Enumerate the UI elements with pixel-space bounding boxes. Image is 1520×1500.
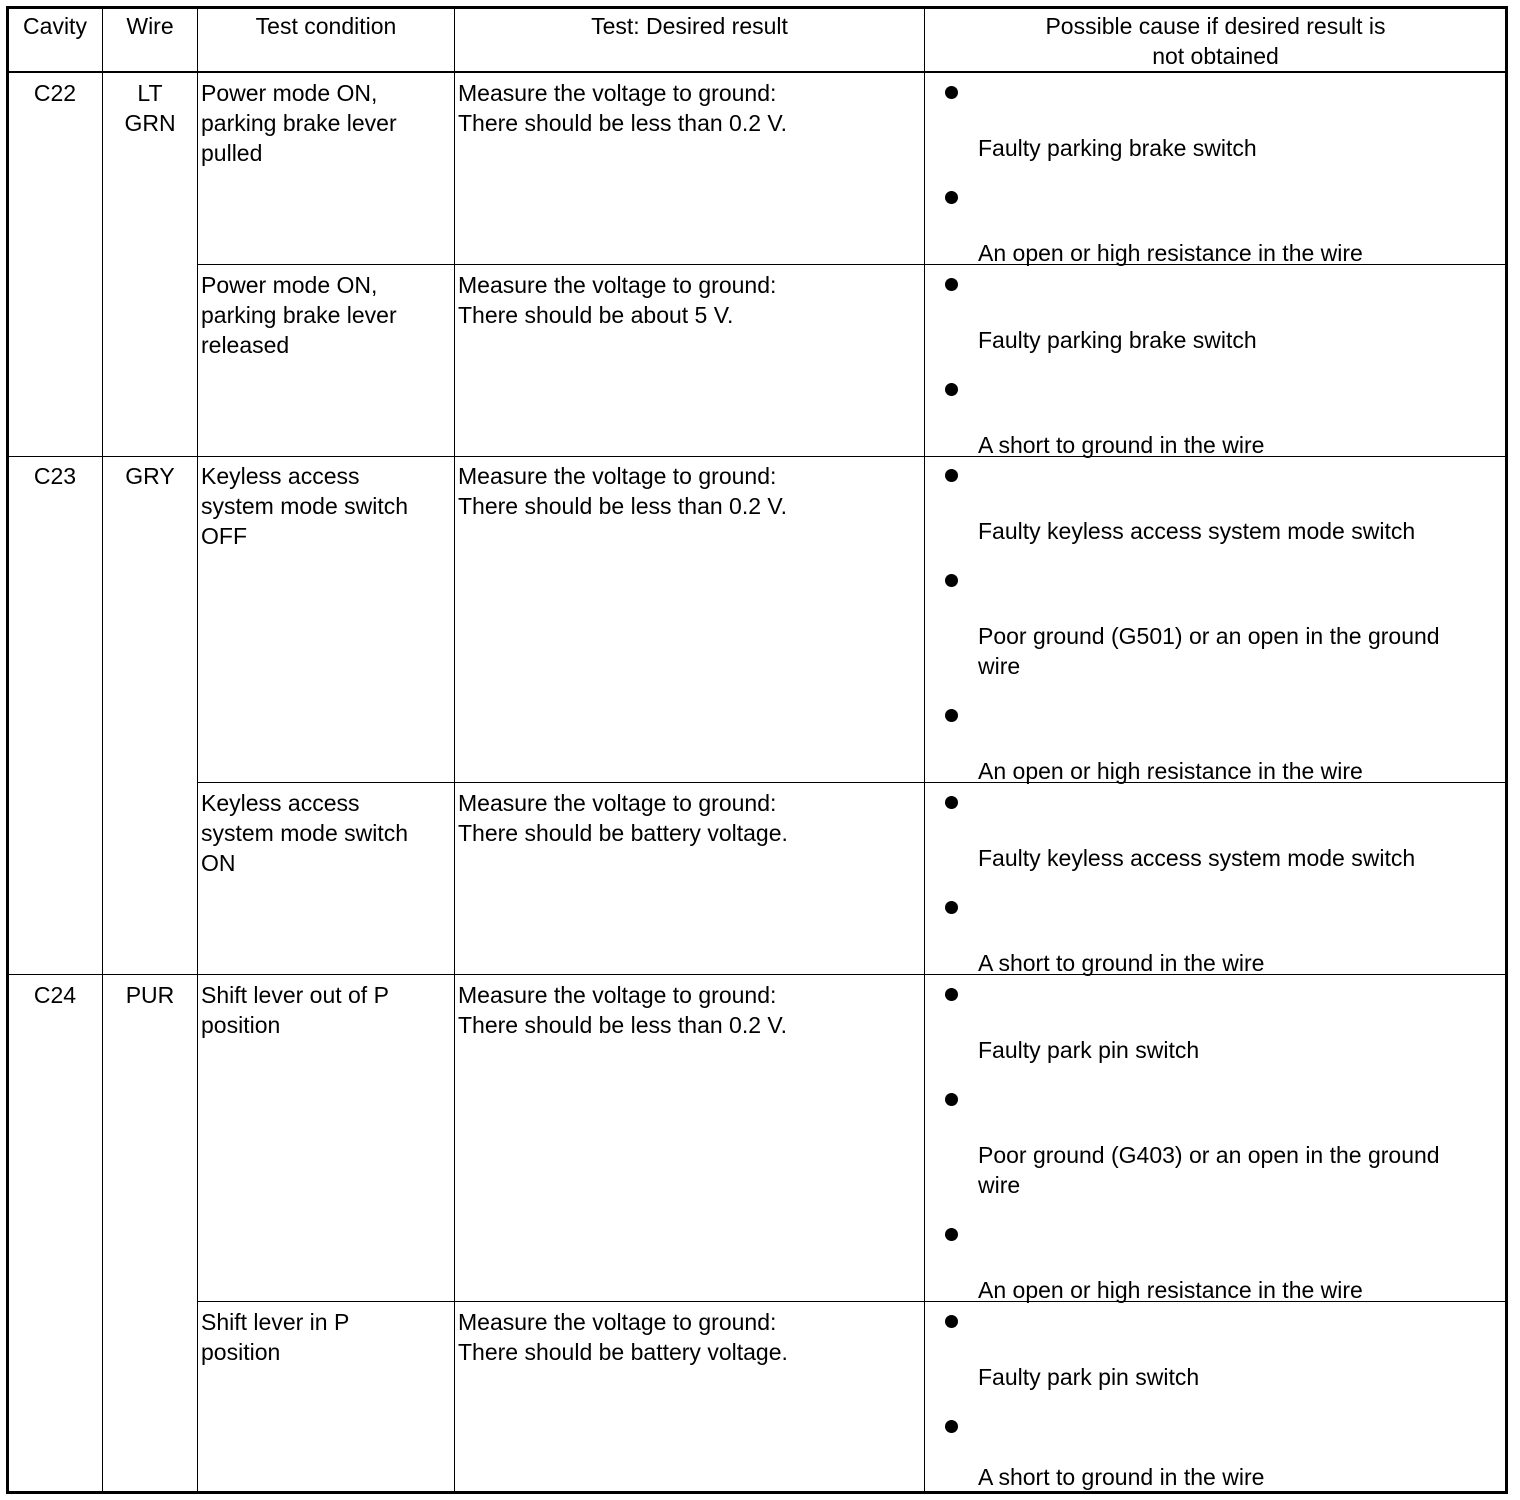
wire-cell: GRY [125, 463, 175, 489]
bullet-icon [945, 1315, 958, 1328]
bullet-icon [945, 469, 958, 482]
group-divider [8, 456, 1506, 457]
cavity-cell: C23 [33, 463, 77, 489]
bullet-icon [945, 709, 958, 722]
condition-line: Shift lever in P [201, 1309, 350, 1335]
condition-line: position [201, 1339, 281, 1365]
header-possible-cause-line2: not obtained [1152, 43, 1279, 69]
result-line: Measure the voltage to ground: [458, 80, 777, 106]
col-divider [924, 8, 925, 1493]
cause-line-continued: wire [978, 1172, 1021, 1198]
cause-line: Poor ground (G501) or an open in the ground [978, 623, 1440, 649]
wire-cell: LT [137, 80, 163, 106]
cause-line: Poor ground (G403) or an open in the ground [978, 1142, 1440, 1168]
condition-line: system mode switch [201, 820, 409, 846]
header-desired-result: Test: Desired result [591, 13, 788, 39]
group-divider [8, 974, 1506, 975]
bullet-icon [945, 86, 958, 99]
condition-line: Keyless access [201, 463, 360, 489]
header-test-condition: Test condition [255, 13, 397, 39]
header-wire: Wire [126, 13, 174, 39]
diagnostic-table [6, 6, 1508, 1494]
result-line: Measure the voltage to ground: [458, 1309, 777, 1335]
bullet-icon [945, 1420, 958, 1433]
cause-line: An open or high resistance in the wire [978, 240, 1363, 266]
condition-line: ON [201, 850, 236, 876]
bullet-icon [945, 278, 958, 291]
bullet-icon [945, 191, 958, 204]
cause-line: Faulty park pin switch [978, 1364, 1200, 1390]
cause-line: Faulty parking brake switch [978, 135, 1257, 161]
col-divider [102, 8, 103, 1493]
bullet-icon [945, 901, 958, 914]
cause-line-continued: wire [978, 653, 1021, 679]
cause-line: A short to ground in the wire [978, 432, 1265, 458]
cause-line: Faulty park pin switch [978, 1037, 1200, 1063]
result-line: There should be battery voltage. [458, 820, 788, 846]
cause-line: An open or high resistance in the wire [978, 1277, 1363, 1303]
result-line: Measure the voltage to ground: [458, 790, 777, 816]
bullet-icon [945, 1228, 958, 1241]
cause-line: Faulty keyless access system mode switch [978, 845, 1416, 871]
condition-line: pulled [201, 140, 263, 166]
condition-line: Power mode ON, [201, 272, 378, 298]
result-line: There should be less than 0.2 V. [458, 1012, 788, 1038]
condition-line: position [201, 1012, 281, 1038]
condition-line: released [201, 332, 290, 358]
condition-line: OFF [201, 523, 247, 549]
result-line: There should be battery voltage. [458, 1339, 788, 1365]
cause-line: Faulty keyless access system mode switch [978, 518, 1416, 544]
cavity-cell: C22 [33, 80, 77, 106]
condition-line: Keyless access [201, 790, 360, 816]
header-divider [8, 71, 1506, 73]
bullet-icon [945, 1093, 958, 1106]
result-line: Measure the voltage to ground: [458, 463, 777, 489]
cause-line: A short to ground in the wire [978, 1464, 1265, 1490]
result-line: There should be less than 0.2 V. [458, 493, 788, 519]
result-line: There should be about 5 V. [458, 302, 734, 328]
wire-cell: PUR [125, 982, 175, 1008]
condition-line: parking brake lever [201, 302, 397, 328]
condition-line: Power mode ON, [201, 80, 378, 106]
condition-line: system mode switch [201, 493, 409, 519]
result-line: There should be less than 0.2 V. [458, 110, 788, 136]
cavity-cell: C24 [33, 982, 77, 1008]
condition-line: Shift lever out of P [201, 982, 389, 1008]
header-cavity: Cavity [23, 13, 87, 39]
result-line: Measure the voltage to ground: [458, 272, 777, 298]
cause-line: A short to ground in the wire [978, 950, 1265, 976]
result-line: Measure the voltage to ground: [458, 982, 777, 1008]
condition-line: parking brake lever [201, 110, 397, 136]
col-divider [454, 8, 455, 1493]
bullet-icon [945, 796, 958, 809]
header-possible-cause: Possible cause if desired result is [1045, 13, 1386, 39]
cause-line: An open or high resistance in the wire [978, 758, 1363, 784]
wire-cell-line2: GRN [124, 110, 176, 136]
col-divider [197, 8, 198, 1493]
bullet-icon [945, 574, 958, 587]
bullet-icon [945, 383, 958, 396]
cause-line: Faulty parking brake switch [978, 327, 1257, 353]
bullet-icon [945, 988, 958, 1001]
